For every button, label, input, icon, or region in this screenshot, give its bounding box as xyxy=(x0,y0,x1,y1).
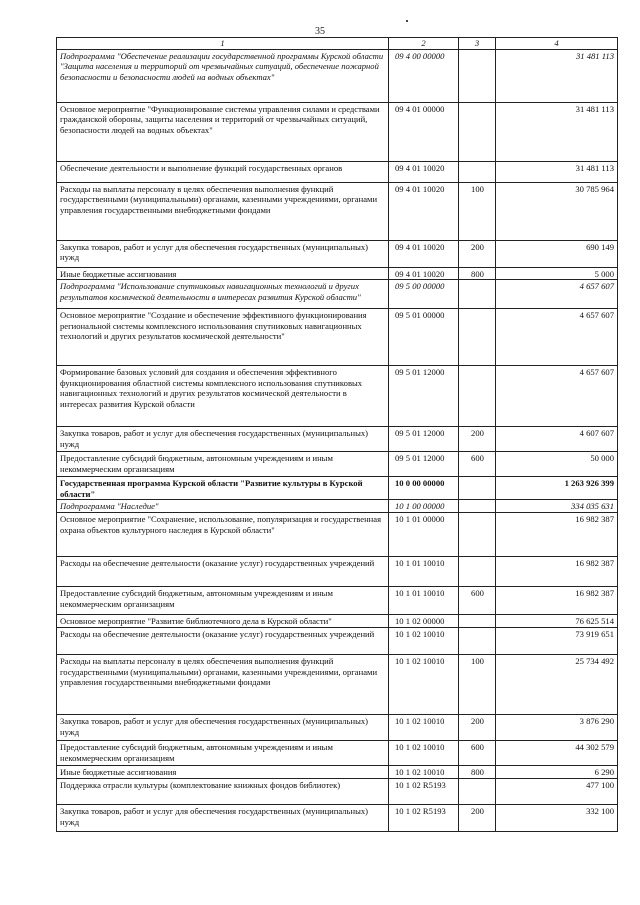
row-code-cell: 10 1 00 00000 xyxy=(389,500,459,513)
row-type-cell: 800 xyxy=(459,267,496,280)
table-row xyxy=(57,452,618,477)
row-code-cell: 10 1 01 00000 xyxy=(389,512,459,556)
table-row xyxy=(57,586,618,614)
row-name-cell: Иные бюджетные ассигнования xyxy=(57,267,389,280)
table-row xyxy=(57,804,618,831)
row-amount-cell: 334 035 631 xyxy=(496,500,618,513)
row-code-cell: 09 5 00 00000 xyxy=(389,280,459,309)
row-amount-cell: 76 625 514 xyxy=(496,614,618,627)
table-row xyxy=(57,366,618,427)
row-type-cell xyxy=(459,280,496,309)
row-amount-cell: 16 982 387 xyxy=(496,586,618,614)
table-row xyxy=(57,280,618,309)
row-amount-cell: 31 481 113 xyxy=(496,161,618,182)
row-amount-cell: 50 000 xyxy=(496,452,618,477)
row-type-cell xyxy=(459,556,496,586)
row-name-cell: Подпрограмма "Обеспечение реализации государственной программы Курской области "Защита населения и территорий от чрезвычайных ситуаций, обеспечение пожарной безопасности и безопасности людей на водных объектах" xyxy=(57,49,389,102)
row-name-cell: Подпрограмма "Наследие" xyxy=(57,500,389,513)
table-row xyxy=(57,161,618,182)
row-name-cell: Основное мероприятие "Функционирование системы управления силами и средствами гражданской обороны, защиты населения и территорий от чрезвычайных ситуаций, безопасности людей на водных объектах" xyxy=(57,102,389,161)
row-code-cell: 09 5 01 00000 xyxy=(389,309,459,366)
row-code-cell: 09 4 01 10020 xyxy=(389,267,459,280)
row-code-cell: 10 1 02 10010 xyxy=(389,714,459,740)
row-amount-cell: 30 785 964 xyxy=(496,182,618,240)
row-type-cell xyxy=(459,500,496,513)
row-name-cell: Расходы на выплаты персоналу в целях обеспечения выполнения функций государственными (муниципальными) органами, казенными учреждениями, органами управления государственными внебюджетными фондами xyxy=(57,182,389,240)
row-type-cell xyxy=(459,614,496,627)
header-col-name: 1 xyxy=(57,38,389,50)
table-row xyxy=(57,556,618,586)
row-name-cell: Предоставление субсидий бюджетным, автономным учреждениям и иным некоммерческим организациям xyxy=(57,740,389,765)
row-code-cell: 10 1 01 10010 xyxy=(389,556,459,586)
row-amount-cell: 4 657 607 xyxy=(496,309,618,366)
table-row xyxy=(57,240,618,267)
row-amount-cell: 3 876 290 xyxy=(496,714,618,740)
table-row xyxy=(57,309,618,366)
row-amount-cell: 690 149 xyxy=(496,240,618,267)
row-name-cell: Расходы на обеспечение деятельности (оказание услуг) государственных учреждений xyxy=(57,627,389,654)
row-name-cell: Обеспечение деятельности и выполнение функций государственных органов xyxy=(57,161,389,182)
row-code-cell: 09 5 01 12000 xyxy=(389,366,459,427)
row-code-cell: 09 5 01 12000 xyxy=(389,452,459,477)
row-code-cell: 10 1 02 10010 xyxy=(389,654,459,714)
budget-table xyxy=(56,37,618,832)
row-amount-cell: 5 000 xyxy=(496,267,618,280)
row-code-cell: 10 1 02 10010 xyxy=(389,627,459,654)
row-type-cell xyxy=(459,627,496,654)
budget-table-body xyxy=(57,38,618,832)
row-name-cell: Основное мероприятие "Развитие библиотечного дела в Курской области" xyxy=(57,614,389,627)
header-col-code: 2 xyxy=(389,38,459,50)
row-code-cell: 09 4 00 00000 xyxy=(389,49,459,102)
page-number: 35 xyxy=(315,26,325,37)
row-code-cell: 10 1 02 R5193 xyxy=(389,804,459,831)
row-amount-cell: 4 607 607 xyxy=(496,427,618,452)
speck-mark xyxy=(406,20,408,22)
table-row xyxy=(57,512,618,556)
table-row xyxy=(57,500,618,513)
row-type-cell: 200 xyxy=(459,714,496,740)
row-code-cell: 10 1 02 10010 xyxy=(389,765,459,778)
row-name-cell: Подпрограмма "Использование спутниковых навигационных технологий и других результатов космической деятельности в интересах развития Курской области" xyxy=(57,280,389,309)
row-amount-cell: 25 734 492 xyxy=(496,654,618,714)
row-type-cell xyxy=(459,102,496,161)
row-type-cell xyxy=(459,161,496,182)
row-name-cell: Поддержка отрасли культуры (комплектование книжных фондов библиотек) xyxy=(57,778,389,804)
row-type-cell xyxy=(459,477,496,500)
row-type-cell: 600 xyxy=(459,586,496,614)
row-name-cell: Иные бюджетные ассигнования xyxy=(57,765,389,778)
table-row xyxy=(57,714,618,740)
row-amount-cell: 44 302 579 xyxy=(496,740,618,765)
row-code-cell: 10 1 02 10010 xyxy=(389,740,459,765)
row-name-cell: Предоставление субсидий бюджетным, автономным учреждениям и иным некоммерческим организациям xyxy=(57,452,389,477)
row-amount-cell: 6 290 xyxy=(496,765,618,778)
table-row xyxy=(57,477,618,500)
row-code-cell: 10 0 00 00000 xyxy=(389,477,459,500)
row-amount-cell: 73 919 651 xyxy=(496,627,618,654)
row-name-cell: Основное мероприятие "Сохранение, использование, популяризация и государственная охрана объектов культурного наследия в Курской области" xyxy=(57,512,389,556)
row-amount-cell: 477 100 xyxy=(496,778,618,804)
table-row xyxy=(57,267,618,280)
row-amount-cell: 1 263 926 399 xyxy=(496,477,618,500)
table-row xyxy=(57,614,618,627)
row-code-cell: 09 4 01 00000 xyxy=(389,102,459,161)
row-type-cell: 600 xyxy=(459,740,496,765)
row-type-cell: 800 xyxy=(459,765,496,778)
row-type-cell xyxy=(459,778,496,804)
header-col-type: 3 xyxy=(459,38,496,50)
row-name-cell: Расходы на обеспечение деятельности (оказание услуг) государственных учреждений xyxy=(57,556,389,586)
row-type-cell: 200 xyxy=(459,804,496,831)
row-amount-cell: 4 657 607 xyxy=(496,280,618,309)
table-header-row xyxy=(57,38,618,50)
row-type-cell: 200 xyxy=(459,427,496,452)
table-row xyxy=(57,627,618,654)
row-type-cell: 200 xyxy=(459,240,496,267)
row-amount-cell: 16 982 387 xyxy=(496,556,618,586)
row-code-cell: 10 1 02 R5193 xyxy=(389,778,459,804)
row-name-cell: Закупка товаров, работ и услуг для обеспечения государственных (муниципальных) нужд xyxy=(57,714,389,740)
row-code-cell: 09 5 01 12000 xyxy=(389,427,459,452)
row-type-cell xyxy=(459,512,496,556)
row-name-cell: Государственная программа Курской области "Развитие культуры в Курской области" xyxy=(57,477,389,500)
table-row xyxy=(57,654,618,714)
row-name-cell: Закупка товаров, работ и услуг для обеспечения государственных (муниципальных) нужд xyxy=(57,804,389,831)
row-name-cell: Формирование базовых условий для создания и обеспечения эффективного функционирования областной системы комплексного использования спутниковых навигационных технологий и других результатов космической деятельности в интересах развития Курской области xyxy=(57,366,389,427)
row-type-cell xyxy=(459,49,496,102)
row-name-cell: Предоставление субсидий бюджетным, автономным учреждениям и иным некоммерческим организациям xyxy=(57,586,389,614)
row-code-cell: 09 4 01 10020 xyxy=(389,161,459,182)
row-amount-cell: 332 100 xyxy=(496,804,618,831)
row-name-cell: Закупка товаров, работ и услуг для обеспечения государственных (муниципальных) нужд xyxy=(57,427,389,452)
table-row xyxy=(57,182,618,240)
row-type-cell xyxy=(459,366,496,427)
row-amount-cell: 16 982 387 xyxy=(496,512,618,556)
table-row xyxy=(57,49,618,102)
row-type-cell: 100 xyxy=(459,654,496,714)
row-type-cell: 100 xyxy=(459,182,496,240)
row-code-cell: 09 4 01 10020 xyxy=(389,240,459,267)
row-amount-cell: 31 481 113 xyxy=(496,49,618,102)
row-name-cell: Закупка товаров, работ и услуг для обеспечения государственных (муниципальных) нужд xyxy=(57,240,389,267)
row-code-cell: 10 1 01 10010 xyxy=(389,586,459,614)
table-row xyxy=(57,778,618,804)
table-row xyxy=(57,427,618,452)
row-name-cell: Расходы на выплаты персоналу в целях обеспечения выполнения функций государственными (муниципальными) органами, казенными учреждениями, органами управления государственными внебюджетными фондами xyxy=(57,654,389,714)
row-name-cell: Основное мероприятие "Создание и обеспечение эффективного функционирования региональной системы комплексного использования спутниковых навигационных технологий и других результатов космической деятельности" xyxy=(57,309,389,366)
row-type-cell: 600 xyxy=(459,452,496,477)
row-code-cell: 10 1 02 00000 xyxy=(389,614,459,627)
row-type-cell xyxy=(459,309,496,366)
row-amount-cell: 31 481 113 xyxy=(496,102,618,161)
table-row xyxy=(57,102,618,161)
header-col-amount: 4 xyxy=(496,38,618,50)
row-code-cell: 09 4 01 10020 xyxy=(389,182,459,240)
table-row xyxy=(57,740,618,765)
table-row xyxy=(57,765,618,778)
row-amount-cell: 4 657 607 xyxy=(496,366,618,427)
